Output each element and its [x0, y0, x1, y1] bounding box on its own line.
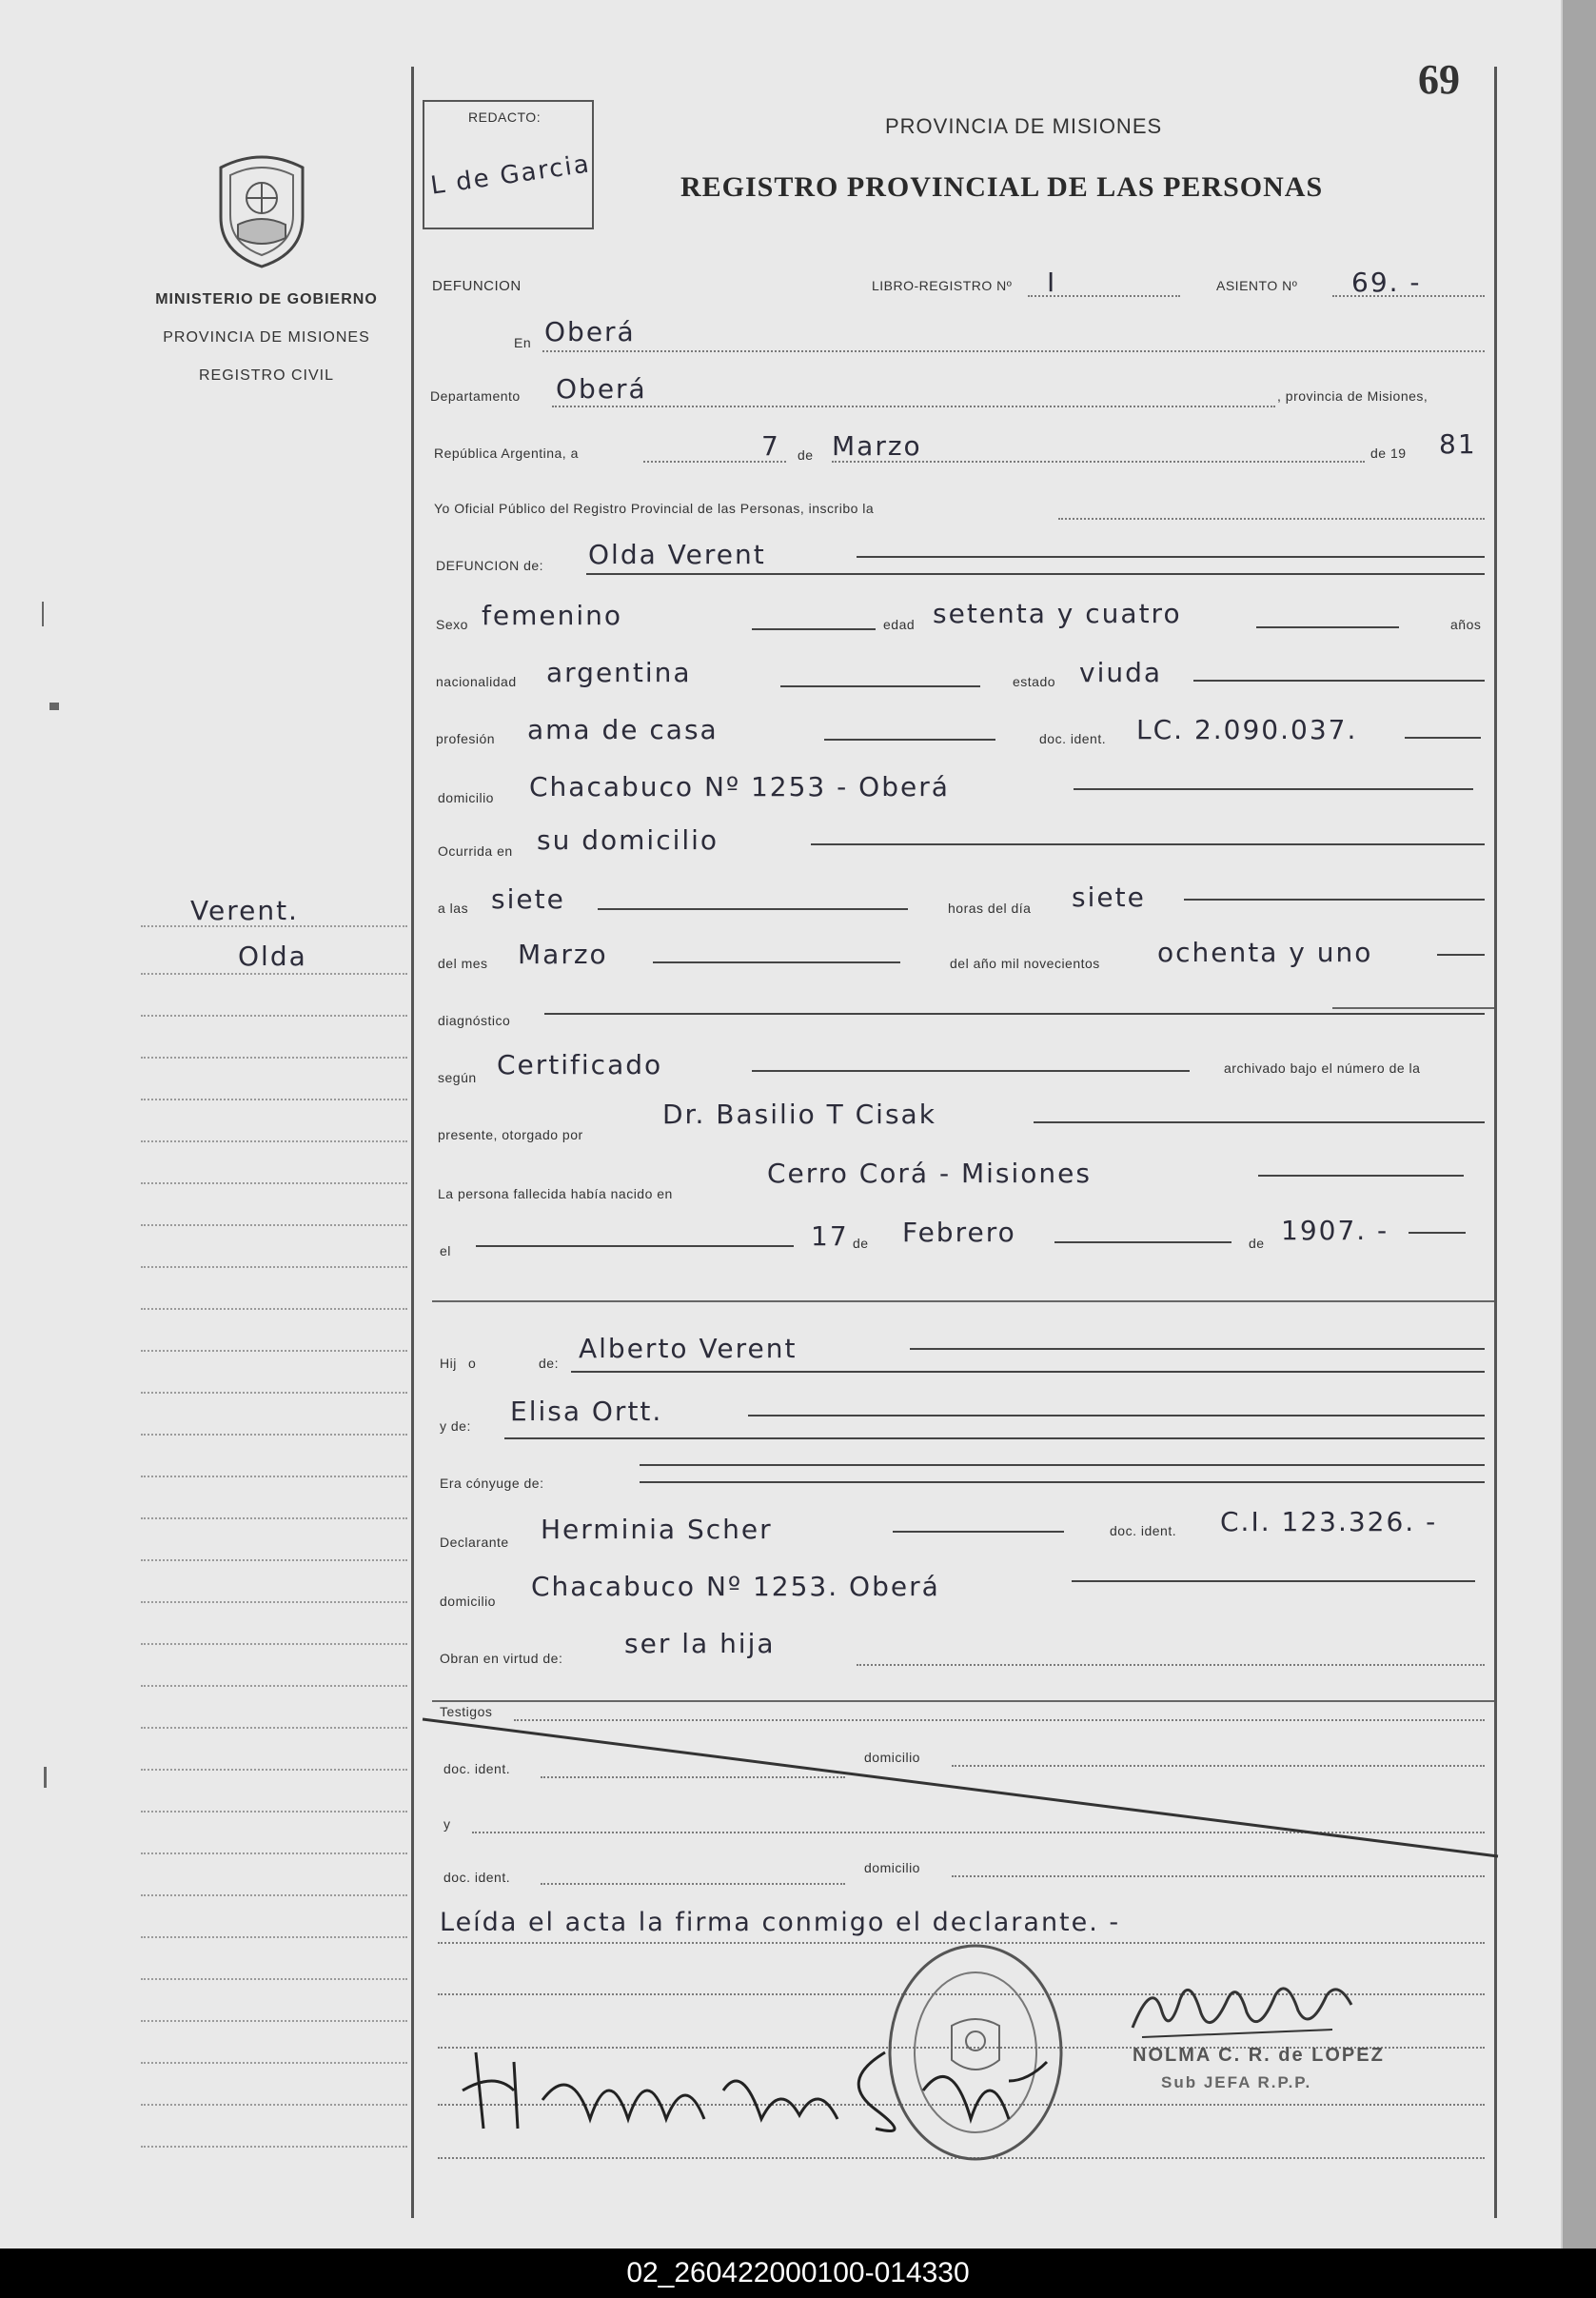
page-number: 69: [1418, 56, 1460, 103]
diagnostico-divider: [1332, 1007, 1494, 1009]
nac-anio: 1907. -: [1281, 1215, 1389, 1246]
provincia-label: , provincia de Misiones,: [1277, 388, 1429, 404]
ocurrida-value: su domicilio: [537, 824, 719, 856]
redacto-signature: L de Garcia: [428, 149, 593, 201]
domicilio-value: Chacabuco Nº 1253 - Oberá: [529, 771, 950, 802]
redacto-box: [423, 100, 594, 229]
anios-label: años: [1450, 617, 1482, 632]
margin-mark: [44, 1767, 47, 1788]
libro-label: LIBRO-REGISTRO Nº: [872, 278, 1013, 293]
segun-value: Certificado: [497, 1049, 663, 1080]
doc-value: LC. 2.090.037.: [1136, 714, 1358, 745]
margin-given-name: Olda: [238, 941, 307, 972]
ocurrida-label: Ocurrida en: [438, 843, 513, 859]
hijo-label: Hij: [440, 1356, 457, 1371]
anio-mil-value: ochenta y uno: [1157, 937, 1373, 968]
t-doc-label: doc. ident.: [443, 1761, 511, 1776]
nombre-value: Olda Verent: [588, 539, 766, 570]
declarant-signature-icon: [457, 2024, 1066, 2148]
defuncion-de-label: DEFUNCION de:: [436, 558, 544, 573]
horas-value: siete: [1072, 882, 1146, 913]
fecha-dia: 7: [761, 430, 780, 462]
en-label: En: [514, 335, 532, 350]
province-title: PROVINCIA DE MISIONES: [885, 114, 1163, 138]
margin-mark: [49, 703, 59, 710]
footer-code: 02_260422000100-014330: [0, 2248, 1596, 2298]
alas-value: siete: [491, 883, 565, 915]
fecha-mes: Marzo: [832, 430, 922, 462]
nacido-value: Cerro Corá - Misiones: [767, 1158, 1092, 1189]
delmes-label: del mes: [438, 956, 488, 971]
archivado-label: archivado bajo el número de la: [1224, 1060, 1421, 1076]
presente-value: Dr. Basilio T Cisak: [662, 1099, 936, 1130]
hijo-de-label: de:: [539, 1356, 559, 1371]
fecha-de-label: de: [798, 447, 814, 463]
de19-label: de 19: [1370, 446, 1407, 461]
defuncion-header-label: DEFUNCION: [432, 278, 522, 294]
madre-value: Elisa Ortt.: [510, 1396, 663, 1427]
conyuge-label: Era cónyuge de:: [440, 1476, 544, 1491]
edad-label: edad: [883, 617, 916, 632]
profesion-label: profesión: [436, 731, 496, 746]
padre-value: Alberto Verent: [579, 1333, 798, 1364]
decl-doc-label: doc. ident.: [1110, 1523, 1177, 1538]
nac-mes: Febrero: [902, 1217, 1016, 1248]
t2-dom-label: domicilio: [864, 1860, 920, 1875]
ministry-label: MINISTERIO DE GOBIERNO: [155, 291, 378, 307]
official-title: Sub JEFA R.P.P.: [1161, 2073, 1312, 2091]
obran-value: ser la hija: [624, 1628, 776, 1659]
margin-surname: Verent.: [190, 895, 299, 926]
asiento-label: ASIENTO Nº: [1216, 278, 1298, 293]
declarante-label: Declarante: [440, 1535, 509, 1550]
sexo-value: femenino: [482, 600, 622, 631]
departamento-label: Departamento: [430, 388, 521, 404]
obran-label: Obran en virtud de:: [440, 1651, 563, 1666]
hijo-suffix: o: [468, 1356, 477, 1371]
en-value: Oberá: [544, 316, 636, 347]
profesion-value: ama de casa: [527, 714, 719, 745]
yo-oficial-text: Yo Oficial Público del Registro Provincial de las Personas, inscribo la: [434, 501, 875, 516]
nac-dia: 17: [811, 1220, 849, 1252]
leida-text: Leída el acta la firma conmigo el declarante. -: [440, 1908, 1121, 1937]
t2-doc-label: doc. ident.: [443, 1870, 511, 1885]
testigos-top-line: [432, 1700, 1494, 1702]
departamento-value: Oberá: [556, 373, 647, 405]
nac-de-label: de: [853, 1236, 869, 1251]
nacionalidad-label: nacionalidad: [436, 674, 517, 689]
right-frame-line: [1494, 67, 1497, 2218]
el-label: el: [440, 1243, 451, 1258]
left-frame-line: [411, 67, 414, 2218]
nac-de2-label: de: [1249, 1236, 1265, 1251]
testigos-label: Testigos: [440, 1704, 493, 1719]
delmes-value: Marzo: [518, 939, 608, 970]
decl-doc-value: C.I. 123.326. -: [1220, 1506, 1438, 1537]
official-signature-icon: [1123, 1971, 1370, 2056]
estado-label: estado: [1013, 674, 1056, 689]
coat-of-arms-icon: [211, 150, 312, 270]
sexo-label: Sexo: [436, 617, 468, 632]
nacido-label: La persona fallecida había nacido en: [438, 1186, 673, 1201]
asiento-value: 69. -: [1351, 267, 1422, 298]
section-divider: [432, 1300, 1494, 1302]
edad-value: setenta y cuatro: [933, 598, 1182, 629]
domicilio-label: domicilio: [438, 790, 494, 805]
testigos-strike-line: [419, 1714, 1504, 1866]
segun-label: según: [438, 1070, 477, 1085]
civil-registry-label: REGISTRO CIVIL: [198, 367, 335, 384]
libro-value: I: [1047, 267, 1057, 298]
doc-label: doc. ident.: [1039, 731, 1107, 746]
republica-label: República Argentina, a: [434, 446, 579, 461]
registry-title: REGISTRO PROVINCIAL DE LAS PERSONAS: [680, 171, 1324, 203]
decl-dom-value: Chacabuco Nº 1253. Oberá: [531, 1571, 940, 1602]
official-name: NOLMA C. R. de LOPEZ: [1133, 2045, 1385, 2066]
left-province-label: PROVINCIA DE MISIONES: [163, 329, 370, 346]
diagnostico-label: diagnóstico: [438, 1013, 511, 1028]
anio-mil-label: del año mil novecientos: [950, 956, 1100, 971]
yde-label: y de:: [440, 1418, 471, 1434]
margin-mark: [42, 602, 44, 626]
presente-label: presente, otorgado por: [438, 1127, 583, 1142]
fecha-anio: 81: [1439, 428, 1477, 460]
horas-label: horas del día: [948, 901, 1032, 916]
redacto-label: REDACTO:: [468, 109, 542, 125]
alas-label: a las: [438, 901, 469, 916]
estado-value: viuda: [1079, 657, 1163, 688]
t-dom-label: domicilio: [864, 1750, 920, 1765]
y-label: y: [443, 1816, 451, 1832]
declarante-value: Herminia Scher: [541, 1514, 773, 1545]
decl-dom-label: domicilio: [440, 1594, 496, 1609]
nacionalidad-value: argentina: [546, 657, 692, 688]
